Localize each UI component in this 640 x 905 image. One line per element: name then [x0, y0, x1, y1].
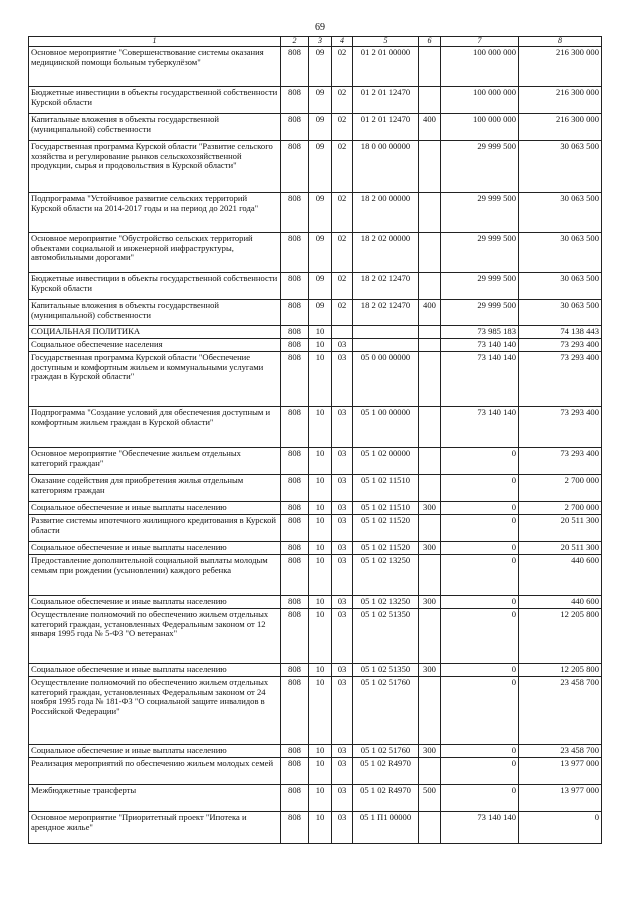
- row-section: 10: [309, 325, 332, 338]
- row-ved: 808: [281, 514, 309, 541]
- row-subsection: 03: [332, 757, 353, 784]
- row-name: Основное мероприятие "Обустройство сельских территорий объектами социальной и инженерной инфраструктуры, автомобильными дорогами": [29, 232, 281, 272]
- row-amount-1: 0: [441, 514, 519, 541]
- table-row: [29, 663, 602, 676]
- row-section: 10: [309, 501, 332, 514]
- row-subsection: 02: [332, 113, 353, 140]
- row-amount-1: 29 999 500: [441, 232, 519, 272]
- row-section: 10: [309, 744, 332, 757]
- row-target-article: 05 1 02 51760: [353, 744, 419, 757]
- row-amount-2: 12 205 800: [519, 608, 602, 663]
- row-amount-1: 73 985 183: [441, 325, 519, 338]
- row-expense-type: [419, 232, 441, 272]
- row-expense-type: [419, 192, 441, 232]
- row-section: 10: [309, 406, 332, 447]
- row-subsection: 03: [332, 474, 353, 501]
- table-row: [29, 744, 602, 757]
- row-amount-1: 0: [441, 595, 519, 608]
- row-ved: 808: [281, 608, 309, 663]
- row-target-article: 18 2 02 12470: [353, 299, 419, 325]
- row-section: 10: [309, 757, 332, 784]
- row-expense-type: 400: [419, 299, 441, 325]
- row-target-article: 05 1 02 11520: [353, 541, 419, 554]
- col-header-amount-2: 8: [519, 37, 602, 47]
- row-expense-type: 300: [419, 595, 441, 608]
- row-amount-2: 216 300 000: [519, 46, 602, 86]
- row-expense-type: [419, 338, 441, 351]
- row-subsection: 03: [332, 554, 353, 595]
- row-ved: 808: [281, 406, 309, 447]
- row-ved: 808: [281, 676, 309, 744]
- row-ved: 808: [281, 744, 309, 757]
- row-section: 09: [309, 46, 332, 86]
- row-target-article: 18 2 02 12470: [353, 272, 419, 299]
- row-target-article: 05 1 02 11520: [353, 514, 419, 541]
- table-row: [29, 232, 602, 272]
- row-ved: 808: [281, 86, 309, 113]
- row-section: 10: [309, 676, 332, 744]
- table-row: [29, 351, 602, 406]
- row-name: Государственная программа Курской области "Развитие сельского хозяйства и регулирование рынков сельскохозяйственной продукции, сырья и продовольствия в Курской области": [29, 140, 281, 192]
- row-section: 10: [309, 595, 332, 608]
- row-target-article: 05 1 02 51760: [353, 676, 419, 744]
- row-name: Осуществление полномочий по обеспечению жильем отдельных категорий граждан, установленных Федеральным законом от 24 ноября 1995 года № 181-ФЗ "О социальной защите инвалидов в Российской Федерации": [29, 676, 281, 744]
- table-row: [29, 474, 602, 501]
- row-amount-1: 29 999 500: [441, 140, 519, 192]
- row-target-article: 18 2 02 00000: [353, 232, 419, 272]
- row-subsection: 03: [332, 447, 353, 474]
- row-name: Социальное обеспечение и иные выплаты населению: [29, 595, 281, 608]
- row-subsection: 03: [332, 595, 353, 608]
- row-target-article: [353, 325, 419, 338]
- row-target-article: 05 1 П1 00000: [353, 811, 419, 843]
- row-target-article: 05 1 02 51350: [353, 608, 419, 663]
- row-amount-2: 73 293 400: [519, 406, 602, 447]
- table-row: [29, 811, 602, 843]
- row-name: Реализация мероприятий по обеспечению жильем молодых семей: [29, 757, 281, 784]
- row-ved: 808: [281, 325, 309, 338]
- row-ved: 808: [281, 338, 309, 351]
- row-name: Бюджетные инвестиции в объекты государственной собственности Курской области: [29, 86, 281, 113]
- row-subsection: 03: [332, 744, 353, 757]
- row-expense-type: [419, 811, 441, 843]
- row-amount-2: 23 458 700: [519, 676, 602, 744]
- row-expense-type: [419, 272, 441, 299]
- row-expense-type: [419, 474, 441, 501]
- row-ved: 808: [281, 272, 309, 299]
- row-subsection: 03: [332, 514, 353, 541]
- row-name: Межбюджетные трансферты: [29, 784, 281, 811]
- col-header-vr: 6: [419, 37, 441, 47]
- row-amount-1: 0: [441, 608, 519, 663]
- row-amount-2: 2 700 000: [519, 501, 602, 514]
- row-name: Социальное обеспечение и иные выплаты населению: [29, 663, 281, 676]
- row-subsection: 03: [332, 406, 353, 447]
- row-amount-1: 73 140 140: [441, 811, 519, 843]
- row-amount-1: 0: [441, 541, 519, 554]
- row-amount-2: 73 293 400: [519, 447, 602, 474]
- row-section: 09: [309, 86, 332, 113]
- row-ved: 808: [281, 447, 309, 474]
- row-section: 10: [309, 663, 332, 676]
- row-target-article: 05 1 02 13250: [353, 595, 419, 608]
- row-name: Основное мероприятие "Совершенствование системы оказания медицинской помощи больным туберкулёзом": [29, 46, 281, 86]
- row-expense-type: [419, 676, 441, 744]
- row-name: Развитие системы ипотечного жилищного кредитования в Курской области: [29, 514, 281, 541]
- row-amount-2: 20 511 300: [519, 541, 602, 554]
- row-subsection: 02: [332, 192, 353, 232]
- row-target-article: 05 1 02 R4970: [353, 784, 419, 811]
- row-expense-type: [419, 46, 441, 86]
- table-row: [29, 608, 602, 663]
- row-name: Социальное обеспечение и иные выплаты населению: [29, 744, 281, 757]
- row-amount-2: 13 977 000: [519, 784, 602, 811]
- row-section: 09: [309, 192, 332, 232]
- row-section: 10: [309, 541, 332, 554]
- row-ved: 808: [281, 541, 309, 554]
- row-amount-1: 73 140 140: [441, 338, 519, 351]
- row-name: Бюджетные инвестиции в объекты государственной собственности Курской области: [29, 272, 281, 299]
- row-amount-1: 0: [441, 501, 519, 514]
- row-amount-1: 0: [441, 784, 519, 811]
- row-expense-type: [419, 140, 441, 192]
- row-subsection: 03: [332, 811, 353, 843]
- row-subsection: 03: [332, 784, 353, 811]
- row-target-article: 05 1 02 11510: [353, 474, 419, 501]
- row-amount-2: 30 063 500: [519, 192, 602, 232]
- table-row: [29, 501, 602, 514]
- row-expense-type: 400: [419, 113, 441, 140]
- row-expense-type: 300: [419, 541, 441, 554]
- row-expense-type: [419, 406, 441, 447]
- row-amount-2: 73 293 400: [519, 338, 602, 351]
- row-section: 10: [309, 474, 332, 501]
- row-target-article: 05 1 02 00000: [353, 447, 419, 474]
- row-subsection: 03: [332, 676, 353, 744]
- row-expense-type: [419, 608, 441, 663]
- row-subsection: 02: [332, 299, 353, 325]
- row-section: 10: [309, 447, 332, 474]
- row-expense-type: [419, 757, 441, 784]
- row-expense-type: 300: [419, 663, 441, 676]
- row-name: Осуществление полномочий по обеспечению жильем отдельных категорий граждан, установленных Федеральным законом от 12 января 1995 года № 5-ФЗ "О ветеранах": [29, 608, 281, 663]
- header-row: [29, 37, 602, 47]
- row-target-article: 05 1 02 51350: [353, 663, 419, 676]
- row-subsection: [332, 325, 353, 338]
- row-target-article: [353, 338, 419, 351]
- row-name: Оказание содействия для приобретения жилья отдельным категориям граждан: [29, 474, 281, 501]
- row-amount-2: 30 063 500: [519, 272, 602, 299]
- row-target-article: 01 2 01 12470: [353, 113, 419, 140]
- row-expense-type: [419, 514, 441, 541]
- budget-table: [28, 36, 602, 844]
- table-row: [29, 784, 602, 811]
- table-row: [29, 192, 602, 232]
- row-section: 10: [309, 784, 332, 811]
- row-name: Социальное обеспечение и иные выплаты населению: [29, 541, 281, 554]
- row-section: 09: [309, 140, 332, 192]
- row-name: Подпрограмма "Устойчивое развитие сельских территорий Курской области на 2014-2017 годы и на период до 2021 года": [29, 192, 281, 232]
- row-amount-1: 29 999 500: [441, 192, 519, 232]
- table-row: [29, 325, 602, 338]
- col-header-name: 1: [29, 37, 281, 47]
- row-amount-1: 0: [441, 447, 519, 474]
- row-amount-1: 0: [441, 554, 519, 595]
- row-subsection: 03: [332, 663, 353, 676]
- row-amount-2: 2 700 000: [519, 474, 602, 501]
- col-header-ved: 2: [281, 37, 309, 47]
- row-ved: 808: [281, 474, 309, 501]
- row-expense-type: [419, 86, 441, 113]
- row-name: Государственная программа Курской области "Обеспечение доступным и комфортным жильем и коммунальными услугами граждан в Курской области": [29, 351, 281, 406]
- row-ved: 808: [281, 113, 309, 140]
- row-amount-1: 100 000 000: [441, 113, 519, 140]
- row-name: Социальное обеспечение населения: [29, 338, 281, 351]
- row-target-article: 18 0 00 00000: [353, 140, 419, 192]
- row-amount-1: 0: [441, 474, 519, 501]
- table-row: [29, 447, 602, 474]
- row-target-article: 18 2 00 00000: [353, 192, 419, 232]
- row-ved: 808: [281, 663, 309, 676]
- row-expense-type: 300: [419, 744, 441, 757]
- row-subsection: 02: [332, 86, 353, 113]
- table-row: [29, 554, 602, 595]
- row-expense-type: 500: [419, 784, 441, 811]
- row-section: 09: [309, 113, 332, 140]
- table-row: [29, 338, 602, 351]
- row-name: Предоставление дополнительной социальной выплаты молодым семьям при рождении (усыновлении) каждого ребенка: [29, 554, 281, 595]
- row-subsection: 03: [332, 541, 353, 554]
- table-body: [29, 46, 602, 843]
- row-target-article: 01 2 01 12470: [353, 86, 419, 113]
- row-amount-2: 20 511 300: [519, 514, 602, 541]
- row-subsection: 02: [332, 272, 353, 299]
- row-amount-2: 30 063 500: [519, 232, 602, 272]
- row-expense-type: [419, 351, 441, 406]
- table-row: [29, 514, 602, 541]
- table-row: [29, 676, 602, 744]
- row-amount-2: 30 063 500: [519, 140, 602, 192]
- row-target-article: 05 1 00 00000: [353, 406, 419, 447]
- row-ved: 808: [281, 595, 309, 608]
- row-subsection: 03: [332, 338, 353, 351]
- row-name: Капитальные вложения в объекты государственной (муниципальной) собственности: [29, 113, 281, 140]
- row-amount-1: 0: [441, 744, 519, 757]
- row-amount-2: 74 138 443: [519, 325, 602, 338]
- row-expense-type: 300: [419, 501, 441, 514]
- row-subsection: 02: [332, 232, 353, 272]
- row-ved: 808: [281, 501, 309, 514]
- row-ved: 808: [281, 140, 309, 192]
- table-row: [29, 86, 602, 113]
- row-expense-type: [419, 554, 441, 595]
- row-amount-1: 100 000 000: [441, 46, 519, 86]
- table-row: [29, 406, 602, 447]
- row-section: 10: [309, 338, 332, 351]
- row-section: 10: [309, 554, 332, 595]
- row-amount-1: 100 000 000: [441, 86, 519, 113]
- row-amount-1: 29 999 500: [441, 299, 519, 325]
- row-expense-type: [419, 447, 441, 474]
- row-amount-2: 440 600: [519, 554, 602, 595]
- table-row: [29, 595, 602, 608]
- row-section: 09: [309, 232, 332, 272]
- row-ved: 808: [281, 192, 309, 232]
- row-amount-2: 216 300 000: [519, 113, 602, 140]
- row-name: Основное мероприятие "Обеспечение жильем отдельных категорий граждан": [29, 447, 281, 474]
- row-section: 10: [309, 514, 332, 541]
- table-row: [29, 113, 602, 140]
- row-target-article: 05 1 02 11510: [353, 501, 419, 514]
- row-section: 09: [309, 272, 332, 299]
- row-amount-2: 440 600: [519, 595, 602, 608]
- table-row: [29, 541, 602, 554]
- col-header-pr: 4: [332, 37, 353, 47]
- row-amount-1: 0: [441, 757, 519, 784]
- row-amount-2: 216 300 000: [519, 86, 602, 113]
- page-number: 69: [315, 22, 325, 33]
- row-name: Капитальные вложения в объекты государственной (муниципальной) собственности: [29, 299, 281, 325]
- row-ved: 808: [281, 299, 309, 325]
- row-amount-1: 73 140 140: [441, 406, 519, 447]
- row-ved: 808: [281, 232, 309, 272]
- row-amount-1: 73 140 140: [441, 351, 519, 406]
- row-subsection: 02: [332, 140, 353, 192]
- row-ved: 808: [281, 784, 309, 811]
- col-header-amount-1: 7: [441, 37, 519, 47]
- row-ved: 808: [281, 811, 309, 843]
- row-name: Подпрограмма "Создание условий для обеспечения доступным и комфортным жильем граждан в Курской области": [29, 406, 281, 447]
- row-amount-2: 23 458 700: [519, 744, 602, 757]
- row-subsection: 02: [332, 46, 353, 86]
- row-subsection: 03: [332, 351, 353, 406]
- table-row: [29, 140, 602, 192]
- row-name: Социальное обеспечение и иные выплаты населению: [29, 501, 281, 514]
- table-row: [29, 757, 602, 784]
- row-target-article: 05 1 02 13250: [353, 554, 419, 595]
- row-ved: 808: [281, 554, 309, 595]
- row-target-article: 01 2 01 00000: [353, 46, 419, 86]
- row-amount-1: 29 999 500: [441, 272, 519, 299]
- row-amount-1: 0: [441, 663, 519, 676]
- row-name: СОЦИАЛЬНАЯ ПОЛИТИКА: [29, 325, 281, 338]
- row-ved: 808: [281, 757, 309, 784]
- row-amount-2: 12 205 800: [519, 663, 602, 676]
- row-section: 09: [309, 299, 332, 325]
- row-subsection: 03: [332, 608, 353, 663]
- row-ved: 808: [281, 46, 309, 86]
- row-amount-2: 73 293 400: [519, 351, 602, 406]
- row-name: Основное мероприятие "Приоритетный проект "Ипотека и арендное жилье": [29, 811, 281, 843]
- row-subsection: 03: [332, 501, 353, 514]
- row-section: 10: [309, 811, 332, 843]
- col-header-rz: 3: [309, 37, 332, 47]
- row-expense-type: [419, 325, 441, 338]
- row-target-article: 05 0 00 00000: [353, 351, 419, 406]
- row-section: 10: [309, 351, 332, 406]
- row-section: 10: [309, 608, 332, 663]
- row-ved: 808: [281, 351, 309, 406]
- row-amount-1: 0: [441, 676, 519, 744]
- table-row: [29, 299, 602, 325]
- table-row: [29, 46, 602, 86]
- row-amount-2: 30 063 500: [519, 299, 602, 325]
- row-amount-2: 0: [519, 811, 602, 843]
- row-target-article: 05 1 02 R4970: [353, 757, 419, 784]
- row-amount-2: 13 977 000: [519, 757, 602, 784]
- col-header-csr: 5: [353, 37, 419, 47]
- table-row: [29, 272, 602, 299]
